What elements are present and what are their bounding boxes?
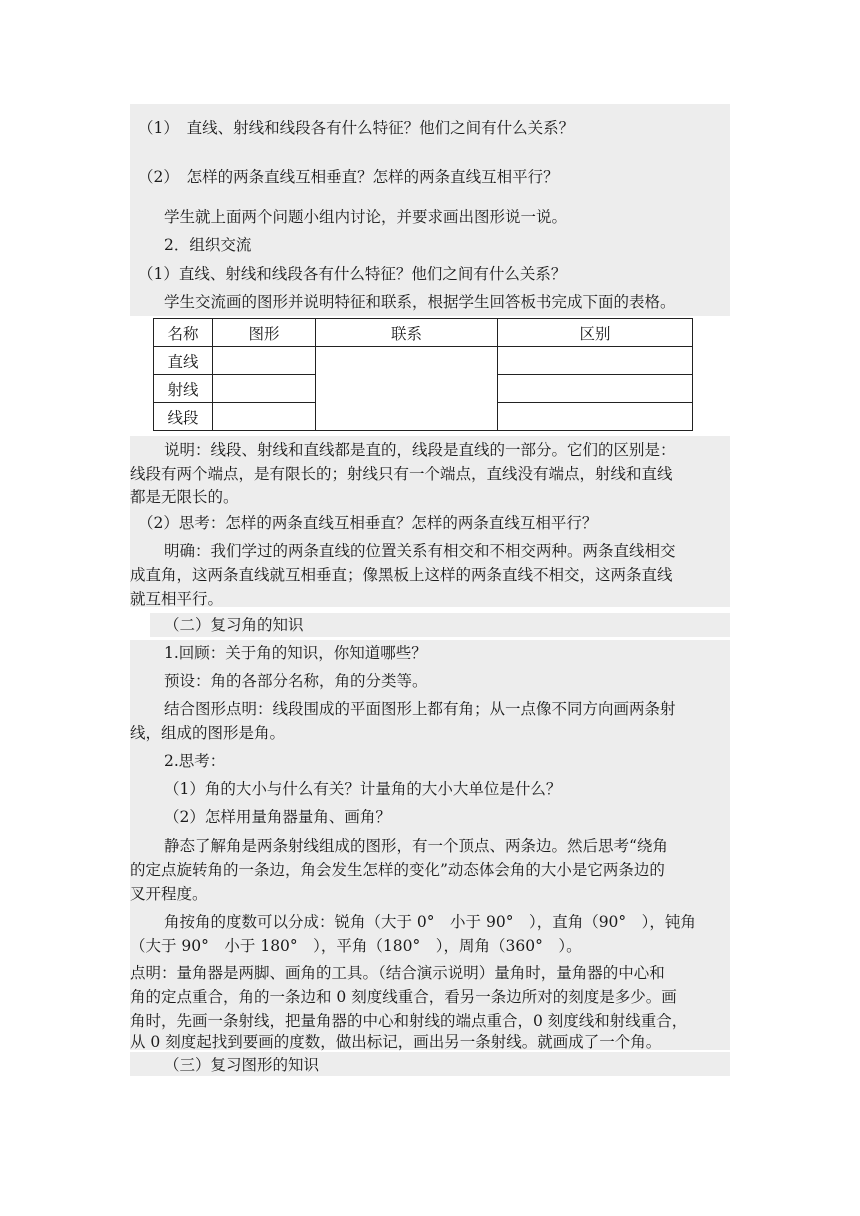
table-row bbox=[154, 347, 693, 375]
question-1-repeat: （1）直线、射线和线段各有什么特征？他们之间有什么关系？ bbox=[138, 265, 567, 283]
think-question: （2）思考：怎样的两条直线互相垂直？怎样的两条直线互相平行？ bbox=[138, 514, 598, 532]
section-heading: （三）复习图形的知识 bbox=[164, 1056, 320, 1074]
static-line: 的定点旋转角的一条边，角会发生怎样的变化”动态体会角的大小是它两条边的 bbox=[130, 861, 665, 879]
explain-line: 线段有两个端点，是有限长的；射线只有一个端点，直线没有端点，射线和直线 bbox=[130, 465, 673, 483]
classify-line: 角按角的度数可以分成：锐角（大于 0° 小于 90° ），直角（90° ），钝角 bbox=[164, 913, 696, 931]
protractor-line: 角时，先画一条射线，把量角器的中心和射线的端点重合，0 刻度线和射线重合， bbox=[130, 1012, 688, 1030]
exchange-text: 学生交流画的图形并说明特征和联系，根据学生回答板书完成下面的表格。 bbox=[164, 293, 676, 311]
clarify-line: 明确：我们学过的两条直线的位置关系有相交和不相交两种。两条直线相交 bbox=[164, 542, 676, 560]
table-header-row bbox=[154, 319, 693, 347]
step-heading: 2．组织交流 bbox=[164, 236, 252, 254]
table-row-label: 射线 bbox=[154, 375, 213, 403]
section-heading: （二）复习角的知识 bbox=[164, 616, 304, 634]
table-cell bbox=[213, 347, 316, 375]
think-item: （1）角的大小与什么有关？计量角的大小大单位是什么？ bbox=[164, 780, 562, 798]
static-line: 叉开程度。 bbox=[130, 885, 208, 903]
table-cell-merged bbox=[316, 347, 498, 431]
table-cell bbox=[498, 403, 693, 431]
table-cell bbox=[213, 403, 316, 431]
table-cell bbox=[213, 375, 316, 403]
discussion-text: 学生就上面两个问题小组内讨论，并要求画出图形说一说。 bbox=[164, 208, 568, 226]
table-row-label: 线段 bbox=[154, 403, 213, 431]
clarify-line: 成直角，这两条直线就互相垂直；像黑板上这样的两条直线不相交，这两条直线 bbox=[130, 566, 673, 584]
comparison-table bbox=[153, 318, 693, 431]
preset-text: 预设：角的各部分名称，角的分类等。 bbox=[164, 672, 428, 690]
table-header-cell: 联系 bbox=[316, 319, 498, 347]
protractor-line: 点明：量角器是两脚、画角的工具。（结合演示说明）量角时，量角器的中心和 bbox=[130, 964, 665, 982]
explain-line: 说明：线段、射线和直线都是直的，线段是直线的一部分。它们的区别是： bbox=[164, 441, 676, 459]
table-header-cell: 名称 bbox=[154, 319, 213, 347]
table-cell bbox=[498, 375, 693, 403]
protractor-line: 角的定点重合，角的一条边和 0 刻度线重合，看另一条边所对的刻度是多少。画 bbox=[130, 988, 677, 1006]
table-row-label: 直线 bbox=[154, 347, 213, 375]
think-item: （2）怎样用量角器量角、画角？ bbox=[164, 808, 391, 826]
static-line: 静态了解角是两条射线组成的图形，有一个顶点、两条边。然后思考“绕角 bbox=[164, 837, 668, 855]
clarify-line: 就互相平行。 bbox=[130, 590, 224, 608]
classify-line: （大于 90° 小于 180° ），平角（180° ），周角（360° ）。 bbox=[130, 937, 582, 955]
review-item: 1.回顾：关于角的知识，你知道哪些？ bbox=[164, 644, 427, 662]
question-1: （1） 直线、射线和线段各有什么特征？他们之间有什么关系？ bbox=[138, 119, 575, 137]
explain-line: 都是无限长的。 bbox=[130, 488, 239, 506]
table-cell bbox=[498, 347, 693, 375]
question-2: （2） 怎样的两条直线互相垂直？怎样的两条直线互相平行？ bbox=[138, 168, 559, 186]
think-heading: 2.思考： bbox=[164, 752, 226, 770]
combine-line: 结合图形点明：线段围成的平面图形上都有角；从一点像不同方向画两条射 bbox=[164, 700, 676, 718]
protractor-line: 从 0 刻度起找到要画的度数，做出标记，画出另一条射线。就画成了一个角。 bbox=[130, 1033, 662, 1051]
table-header-cell: 图形 bbox=[213, 319, 316, 347]
table-header-cell: 区别 bbox=[498, 319, 693, 347]
combine-line: 线，组成的图形是角。 bbox=[130, 724, 286, 742]
